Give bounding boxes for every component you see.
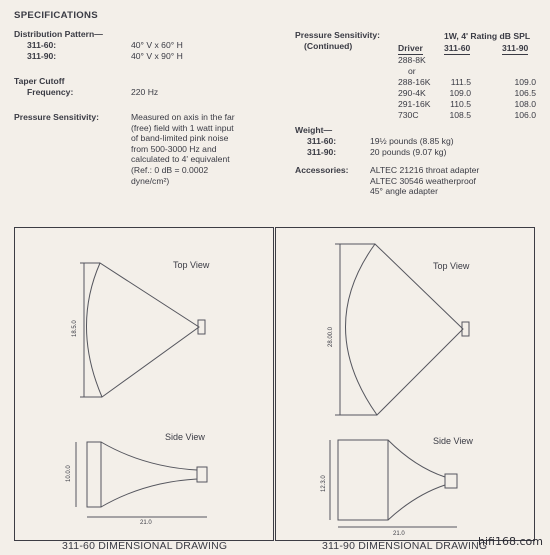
weight-model-2: 311-90: [307,147,337,157]
pressure-line: from 500-3000 Hz and [131,143,217,154]
accessory-item: ALTEC 21216 throat adapter [370,165,480,175]
pressure-text [131,112,235,186]
rating-header: 1W, 4' Rating dB SPL [444,31,531,41]
dim-side-h: 21.0 [140,520,152,526]
weight-value-1: 19½ pounds (8.85 kg) [370,136,454,146]
col-driver-header: Driver [398,43,423,53]
watermark: hifi168.com [478,535,543,548]
accessories-list [370,165,479,197]
driver-row: or [408,66,416,76]
distribution-model-1: 311-60: [27,40,57,50]
side-view-label: Side View [433,436,473,446]
drawing-311-90 [275,227,535,541]
accessories-label: Accessories: [295,165,349,175]
pressure-line: of band-limited pink noise [131,133,229,144]
weight-value-2: 20 pounds (9.07 kg) [370,147,447,157]
accessory-item: 45° angle adapter [370,186,438,197]
side-view-label: Side View [165,432,205,442]
accessory-item: ALTEC 30546 weatherproof [370,175,476,186]
spl-311-90: 106.0 [514,110,536,120]
col-311-90-header: 311-90 [502,43,529,53]
drawing-311-60 [14,227,274,541]
dim-side-v: 12.3.0 [321,475,327,492]
driver-row: 288-16K [398,77,431,87]
dim-top: 18.5.0 [72,320,78,337]
taper-label-1: Taper Cutoff [14,76,65,86]
distribution-model-2: 311-90: [27,51,57,61]
distribution-value-2: 40° V x 90° H [131,51,183,61]
horn-mouth-side [87,442,101,507]
weight-label: Weight— [295,125,333,135]
spl-311-60: 108.5 [449,110,471,120]
taper-value: 220 Hz [131,87,159,97]
spl-311-60: 111.5 [450,77,471,87]
spl-311-90: 106.5 [514,88,536,98]
driver-row: 291-16K [398,99,431,109]
dim-side-h: 21.0 [393,531,405,537]
spl-311-60: 110.5 [450,99,471,109]
page-title: SPECIFICATIONS [14,10,98,21]
weight-model-1: 311-60: [307,136,337,146]
throat-side [197,467,207,482]
pressure-cont-label-1: Pressure Sensitivity: [295,30,381,40]
col-311-60-header: 311-60 [444,43,471,53]
caption-311-60: 311-60 DIMENSIONAL DRAWING [62,540,228,552]
spl-311-60: 109.0 [449,88,471,98]
dim-side-v: 10.0.0 [66,465,72,482]
throat-side [445,474,457,488]
caption-311-90: 311-90 DIMENSIONAL DRAWING [322,540,488,552]
spl-311-90: 108.0 [514,99,536,109]
driver-row: 288-8K [398,55,426,65]
dim-top: 28.00.0 [328,326,334,347]
pressure-line: dyne/cm²) [131,175,170,186]
pressure-label: Pressure Sensitivity: [14,112,100,122]
top-view-label: Top View [433,261,470,271]
distribution-label: Distribution Pattern— [14,29,103,39]
driver-row: 290-4K [398,88,426,98]
horn-top-outline [86,263,199,397]
pressure-cont-label-2: (Continued) [304,41,353,51]
spl-311-90: 109.0 [514,77,536,87]
pressure-line: (Ref.: 0 dB = 0.0002 [131,164,209,175]
top-view-label: Top View [173,260,210,270]
driver-row: 730C [398,110,419,120]
distribution-value-1: 40° V x 60° H [131,40,183,50]
pressure-line: (free) field with 1 watt input [131,122,234,133]
pressure-line: Measured on axis in the far [131,112,235,122]
horn-mouth-side [338,440,388,520]
horn-side-outline [388,440,445,520]
pressure-line: calculated to 4' equivalent [131,154,230,165]
taper-label-2: Frequency: [27,87,74,97]
horn-side-outline [101,442,197,507]
